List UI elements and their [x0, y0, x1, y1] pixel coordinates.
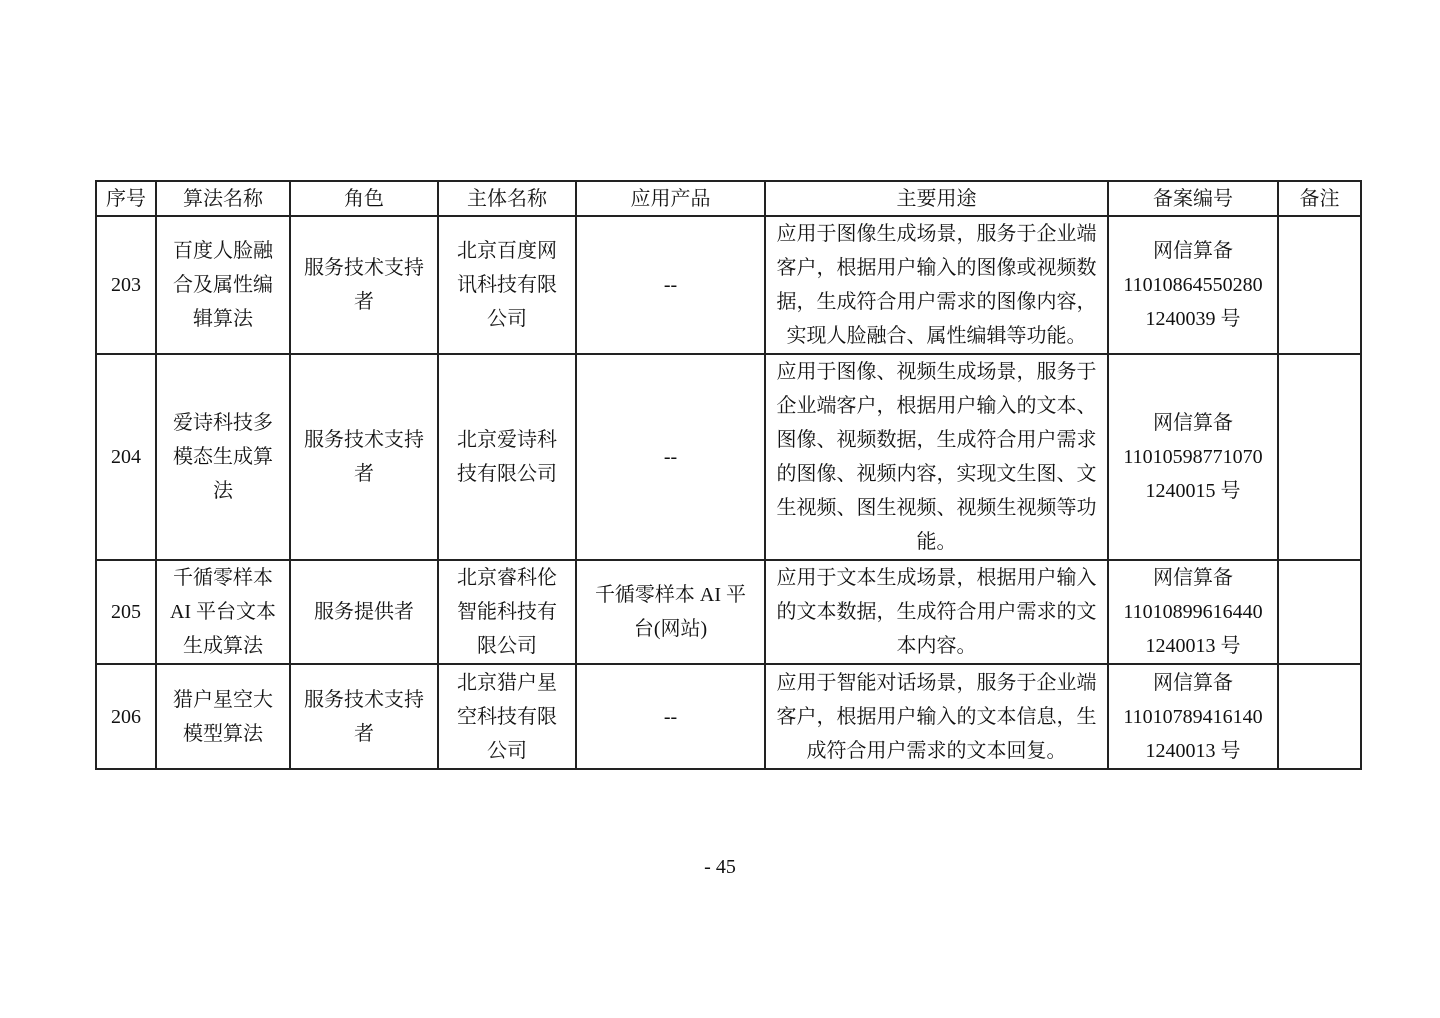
table-row — [96, 664, 1361, 769]
cell-line: 应用于智能对话场景，服务于企业端 — [776, 671, 1097, 694]
cell-line: 北京猎户星 — [457, 671, 557, 694]
cell-line: 技有限公司 — [457, 463, 557, 485]
cell-no: 203 — [96, 216, 156, 354]
cell-line: 据，生成符合用户需求的图像内容， — [776, 291, 1097, 313]
cell-role — [290, 560, 438, 664]
cell-line: 千循零样本 AI 平 — [594, 584, 747, 606]
cell-line: 千循零样本 — [173, 567, 273, 589]
cell-line: 者 — [354, 291, 374, 313]
table-header-row — [96, 181, 1361, 216]
cell-role — [290, 664, 438, 769]
cell-line: 11010598771070 — [1123, 446, 1263, 468]
cell-algorithm-name — [156, 216, 290, 354]
cell-line: 能。 — [916, 531, 957, 553]
cell-line: 者 — [354, 463, 374, 485]
cell-filing-number — [1108, 216, 1278, 354]
cell-usage — [765, 664, 1108, 769]
cell-role — [290, 216, 438, 354]
table-row — [96, 354, 1361, 560]
cell-line: -- — [663, 705, 678, 728]
cell-line: 11010864550280 — [1123, 274, 1263, 296]
cell-product — [576, 354, 765, 560]
header-algorithm-name: 算法名称 — [156, 181, 290, 216]
cell-entity — [438, 354, 576, 560]
cell-line: 限公司 — [477, 635, 537, 657]
cell-remark — [1278, 664, 1361, 769]
cell-line: 的文本数据，生成符合用户需求的文 — [776, 601, 1097, 623]
cell-filing-number — [1108, 560, 1278, 664]
header-remark: 备注 — [1278, 181, 1361, 216]
header-no: 序号 — [96, 181, 156, 216]
cell-filing-number — [1108, 664, 1278, 769]
header-entity: 主体名称 — [438, 181, 576, 216]
algorithm-filing-table — [95, 180, 1362, 770]
cell-line: 北京爱诗科 — [457, 429, 557, 451]
cell-line: 11010899616440 — [1123, 601, 1263, 623]
cell-line: 图像、视频数据，生成符合用户需求 — [776, 429, 1097, 451]
cell-line: 客户，根据用户输入的文本信息，生 — [776, 705, 1097, 728]
cell-role — [290, 354, 438, 560]
cell-line: 成符合用户需求的文本回复。 — [806, 739, 1067, 762]
cell-usage — [765, 560, 1108, 664]
cell-algorithm-name — [156, 664, 290, 769]
cell-line: 网信算备 — [1153, 240, 1233, 262]
cell-line: 模态生成算 — [173, 446, 273, 468]
header-filing-number: 备案编号 — [1108, 181, 1278, 216]
cell-line: 服务技术支持 — [304, 429, 424, 451]
cell-line: 讯科技有限 — [457, 274, 557, 296]
cell-line: 智能科技有 — [457, 601, 557, 623]
cell-line: 辑算法 — [193, 308, 253, 330]
cell-line: 服务提供者 — [314, 601, 414, 623]
cell-line: AI 平台文本 — [169, 601, 277, 623]
cell-line: 空科技有限 — [457, 705, 557, 728]
cell-algorithm-name — [156, 354, 290, 560]
cell-product — [576, 560, 765, 664]
cell-line: 1240039 号 — [1145, 308, 1241, 330]
cell-remark — [1278, 354, 1361, 560]
cell-line: 服务技术支持 — [304, 688, 424, 711]
cell-line: 1240015 号 — [1145, 480, 1241, 502]
table-row — [96, 560, 1361, 664]
table-row — [96, 216, 1361, 354]
cell-line: 北京睿科伦 — [457, 567, 557, 589]
cell-no: 205 — [96, 560, 156, 664]
cell-line: -- — [663, 274, 678, 296]
cell-entity — [438, 216, 576, 354]
cell-filing-number — [1108, 354, 1278, 560]
cell-line: 生成算法 — [183, 635, 263, 657]
cell-line: 生视频、图生视频、视频生视频等功 — [776, 497, 1097, 519]
cell-entity — [438, 560, 576, 664]
cell-line: 公司 — [487, 739, 527, 762]
cell-product — [576, 664, 765, 769]
cell-line: 应用于图像生成场景，服务于企业端 — [776, 223, 1097, 245]
cell-line: 客户，根据用户输入的图像或视频数 — [776, 257, 1097, 279]
cell-line: 猎户星空大 — [173, 688, 273, 711]
cell-line: 网信算备 — [1153, 567, 1233, 589]
header-product: 应用产品 — [576, 181, 765, 216]
cell-line: 模型算法 — [183, 722, 263, 745]
cell-line: -- — [663, 446, 678, 468]
cell-line: 网信算备 — [1153, 671, 1233, 694]
cell-line: 1240013 号 — [1145, 635, 1241, 657]
cell-remark — [1278, 216, 1361, 354]
page-number: - 45 — [704, 856, 736, 878]
cell-algorithm-name — [156, 560, 290, 664]
cell-usage — [765, 354, 1108, 560]
cell-no: 204 — [96, 354, 156, 560]
cell-line: 公司 — [487, 308, 527, 330]
cell-no: 206 — [96, 664, 156, 769]
header-role: 角色 — [290, 181, 438, 216]
cell-line: 的图像、视频内容，实现文生图、文 — [776, 463, 1097, 485]
header-usage: 主要用途 — [765, 181, 1108, 216]
cell-line: 北京百度网 — [457, 240, 557, 262]
cell-line: 企业端客户，根据用户输入的文本、 — [776, 395, 1097, 417]
cell-line: 爱诗科技多 — [173, 412, 273, 434]
cell-line: 11010789416140 — [1123, 705, 1263, 728]
cell-usage — [765, 216, 1108, 354]
cell-entity — [438, 664, 576, 769]
cell-line: 百度人脸融 — [173, 240, 273, 262]
cell-line: 应用于图像、视频生成场景，服务于 — [776, 361, 1097, 383]
cell-product — [576, 216, 765, 354]
cell-line: 应用于文本生成场景，根据用户输入 — [776, 567, 1097, 589]
cell-line: 网信算备 — [1153, 412, 1233, 434]
cell-line: 服务技术支持 — [304, 257, 424, 279]
cell-line: 台(网站) — [633, 618, 708, 640]
cell-line: 1240013 号 — [1145, 739, 1241, 762]
cell-line: 法 — [213, 480, 233, 502]
cell-line: 实现人脸融合、属性编辑等功能。 — [786, 325, 1087, 347]
cell-remark — [1278, 560, 1361, 664]
cell-line: 本内容。 — [896, 635, 977, 657]
cell-line: 者 — [354, 722, 374, 745]
cell-line: 合及属性编 — [173, 274, 273, 296]
